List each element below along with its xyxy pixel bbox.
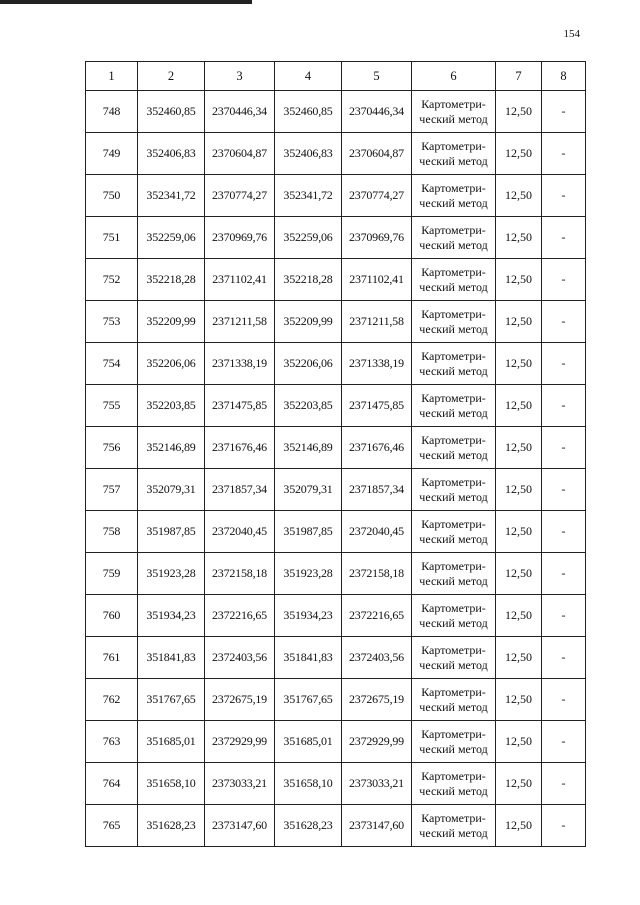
table-row — [86, 721, 586, 763]
method-cell — [412, 385, 496, 427]
method-line-1: Картометри- — [421, 474, 486, 489]
x-coord-new-cell: 352203,85 — [275, 385, 342, 427]
method-line-2: ческий метод — [419, 741, 488, 756]
method-line-2: ческий метод — [419, 321, 488, 336]
y-coord-cell: 2371676,46 — [205, 427, 275, 469]
x-coord-cell: 351767,65 — [138, 679, 205, 721]
y-coord-new-cell: 2372158,18 — [342, 553, 412, 595]
method-cell — [412, 637, 496, 679]
note-cell: - — [542, 427, 586, 469]
note-cell: - — [542, 91, 586, 133]
method-line-2: ческий метод — [419, 615, 488, 630]
accuracy-cell: 12,50 — [496, 343, 542, 385]
x-coord-cell: 351628,23 — [138, 805, 205, 847]
method-line-1: Картометри- — [421, 264, 486, 279]
method-cell — [412, 301, 496, 343]
note-cell: - — [542, 175, 586, 217]
note-cell: - — [542, 763, 586, 805]
y-coord-new-cell: 2371211,58 — [342, 301, 412, 343]
table-row — [86, 343, 586, 385]
point-number-cell: 748 — [86, 91, 138, 133]
accuracy-cell: 12,50 — [496, 679, 542, 721]
note-cell: - — [542, 133, 586, 175]
method-line-1: Картометри- — [421, 432, 486, 447]
y-coord-new-cell: 2373033,21 — [342, 763, 412, 805]
scan-edge-line — [0, 0, 252, 4]
y-coord-new-cell: 2370969,76 — [342, 217, 412, 259]
method-line-2: ческий метод — [419, 573, 488, 588]
method-cell — [412, 553, 496, 595]
y-coord-cell: 2370969,76 — [205, 217, 275, 259]
y-coord-new-cell: 2373147,60 — [342, 805, 412, 847]
method-line-1: Картометри- — [421, 222, 486, 237]
x-coord-cell: 352203,85 — [138, 385, 205, 427]
x-coord-cell: 351841,83 — [138, 637, 205, 679]
y-coord-new-cell: 2372216,65 — [342, 595, 412, 637]
method-line-1: Картометри- — [421, 180, 486, 195]
method-line-2: ческий метод — [419, 825, 488, 840]
method-line-1: Картометри- — [421, 768, 486, 783]
method-line-1: Картометри- — [421, 516, 486, 531]
table-row — [86, 553, 586, 595]
table-row — [86, 133, 586, 175]
method-line-2: ческий метод — [419, 531, 488, 546]
x-coord-cell: 352406,83 — [138, 133, 205, 175]
table-row — [86, 259, 586, 301]
method-cell — [412, 427, 496, 469]
header-row — [86, 62, 586, 91]
y-coord-cell: 2370604,87 — [205, 133, 275, 175]
x-coord-new-cell: 352218,28 — [275, 259, 342, 301]
note-cell: - — [542, 595, 586, 637]
y-coord-cell: 2370774,27 — [205, 175, 275, 217]
table-row — [86, 91, 586, 133]
y-coord-cell: 2371338,19 — [205, 343, 275, 385]
x-coord-cell: 352218,28 — [138, 259, 205, 301]
x-coord-new-cell: 351767,65 — [275, 679, 342, 721]
x-coord-cell: 351987,85 — [138, 511, 205, 553]
method-line-2: ческий метод — [419, 153, 488, 168]
y-coord-new-cell: 2371857,34 — [342, 469, 412, 511]
table-row — [86, 763, 586, 805]
y-coord-cell: 2373033,21 — [205, 763, 275, 805]
method-cell — [412, 133, 496, 175]
x-coord-cell: 352259,06 — [138, 217, 205, 259]
table-row — [86, 679, 586, 721]
y-coord-cell: 2372216,65 — [205, 595, 275, 637]
note-cell: - — [542, 217, 586, 259]
method-cell — [412, 721, 496, 763]
method-line-1: Картометри- — [421, 810, 486, 825]
method-line-2: ческий метод — [419, 783, 488, 798]
x-coord-cell: 352460,85 — [138, 91, 205, 133]
method-line-1: Картометри- — [421, 558, 486, 573]
method-line-2: ческий метод — [419, 279, 488, 294]
x-coord-new-cell: 351658,10 — [275, 763, 342, 805]
accuracy-cell: 12,50 — [496, 301, 542, 343]
method-line-2: ческий метод — [419, 195, 488, 210]
method-line-2: ческий метод — [419, 405, 488, 420]
accuracy-cell: 12,50 — [496, 91, 542, 133]
accuracy-cell: 12,50 — [496, 469, 542, 511]
y-coord-cell: 2371857,34 — [205, 469, 275, 511]
note-cell: - — [542, 385, 586, 427]
y-coord-cell: 2373147,60 — [205, 805, 275, 847]
note-cell: - — [542, 469, 586, 511]
x-coord-cell: 352146,89 — [138, 427, 205, 469]
table-body — [86, 91, 586, 847]
point-number-cell: 752 — [86, 259, 138, 301]
header-cell-1: 1 — [86, 62, 138, 91]
header-cell-4: 4 — [275, 62, 342, 91]
note-cell: - — [542, 301, 586, 343]
table-row — [86, 595, 586, 637]
coordinates-table — [85, 61, 586, 847]
table-row — [86, 301, 586, 343]
y-coord-new-cell: 2370446,34 — [342, 91, 412, 133]
y-coord-cell: 2372158,18 — [205, 553, 275, 595]
y-coord-new-cell: 2371102,41 — [342, 259, 412, 301]
method-cell — [412, 679, 496, 721]
table-row — [86, 175, 586, 217]
method-line-2: ческий метод — [419, 363, 488, 378]
note-cell: - — [542, 259, 586, 301]
point-number-cell: 761 — [86, 637, 138, 679]
method-line-1: Картометри- — [421, 348, 486, 363]
note-cell: - — [542, 553, 586, 595]
header-cell-2: 2 — [138, 62, 205, 91]
point-number-cell: 754 — [86, 343, 138, 385]
page-number: 154 — [563, 28, 580, 40]
x-coord-new-cell: 352146,89 — [275, 427, 342, 469]
x-coord-cell: 352209,99 — [138, 301, 205, 343]
accuracy-cell: 12,50 — [496, 427, 542, 469]
point-number-cell: 758 — [86, 511, 138, 553]
method-line-1: Картометри- — [421, 390, 486, 405]
x-coord-new-cell: 352460,85 — [275, 91, 342, 133]
point-number-cell: 755 — [86, 385, 138, 427]
header-cell-5: 5 — [342, 62, 412, 91]
y-coord-new-cell: 2371676,46 — [342, 427, 412, 469]
y-coord-new-cell: 2370604,87 — [342, 133, 412, 175]
y-coord-new-cell: 2372403,56 — [342, 637, 412, 679]
method-line-2: ческий метод — [419, 657, 488, 672]
x-coord-cell: 352079,31 — [138, 469, 205, 511]
y-coord-cell: 2371102,41 — [205, 259, 275, 301]
x-coord-cell: 351934,23 — [138, 595, 205, 637]
point-number-cell: 751 — [86, 217, 138, 259]
point-number-cell: 759 — [86, 553, 138, 595]
accuracy-cell: 12,50 — [496, 217, 542, 259]
point-number-cell: 756 — [86, 427, 138, 469]
y-coord-cell: 2371475,85 — [205, 385, 275, 427]
header-cell-8: 8 — [542, 62, 586, 91]
y-coord-cell: 2370446,34 — [205, 91, 275, 133]
method-cell — [412, 763, 496, 805]
table-row — [86, 427, 586, 469]
x-coord-new-cell: 352209,99 — [275, 301, 342, 343]
x-coord-cell: 351658,10 — [138, 763, 205, 805]
note-cell: - — [542, 721, 586, 763]
accuracy-cell: 12,50 — [496, 175, 542, 217]
y-coord-cell: 2372403,56 — [205, 637, 275, 679]
method-cell — [412, 343, 496, 385]
table-row — [86, 217, 586, 259]
accuracy-cell: 12,50 — [496, 511, 542, 553]
x-coord-cell: 352341,72 — [138, 175, 205, 217]
method-line-1: Картометри- — [421, 684, 486, 699]
header-cell-7: 7 — [496, 62, 542, 91]
method-line-1: Картометри- — [421, 306, 486, 321]
method-line-1: Картометри- — [421, 138, 486, 153]
method-cell — [412, 805, 496, 847]
method-line-1: Картометри- — [421, 726, 486, 741]
accuracy-cell: 12,50 — [496, 763, 542, 805]
method-line-2: ческий метод — [419, 111, 488, 126]
y-coord-new-cell: 2372929,99 — [342, 721, 412, 763]
note-cell: - — [542, 511, 586, 553]
accuracy-cell: 12,50 — [496, 637, 542, 679]
accuracy-cell: 12,50 — [496, 721, 542, 763]
method-cell — [412, 175, 496, 217]
method-line-2: ческий метод — [419, 699, 488, 714]
table-row — [86, 469, 586, 511]
x-coord-new-cell: 352341,72 — [275, 175, 342, 217]
method-cell — [412, 91, 496, 133]
method-cell — [412, 511, 496, 553]
y-coord-new-cell: 2372040,45 — [342, 511, 412, 553]
x-coord-new-cell: 351841,83 — [275, 637, 342, 679]
x-coord-cell: 351685,01 — [138, 721, 205, 763]
y-coord-new-cell: 2372675,19 — [342, 679, 412, 721]
note-cell: - — [542, 679, 586, 721]
x-coord-new-cell: 352079,31 — [275, 469, 342, 511]
method-cell — [412, 595, 496, 637]
x-coord-cell: 351923,28 — [138, 553, 205, 595]
point-number-cell: 762 — [86, 679, 138, 721]
y-coord-cell: 2372929,99 — [205, 721, 275, 763]
method-line-2: ческий метод — [419, 237, 488, 252]
table-row — [86, 511, 586, 553]
header-cell-6: 6 — [412, 62, 496, 91]
x-coord-new-cell: 351934,23 — [275, 595, 342, 637]
point-number-cell: 757 — [86, 469, 138, 511]
y-coord-cell: 2372675,19 — [205, 679, 275, 721]
point-number-cell: 750 — [86, 175, 138, 217]
method-line-2: ческий метод — [419, 489, 488, 504]
point-number-cell: 753 — [86, 301, 138, 343]
x-coord-new-cell: 351923,28 — [275, 553, 342, 595]
y-coord-new-cell: 2370774,27 — [342, 175, 412, 217]
point-number-cell: 764 — [86, 763, 138, 805]
x-coord-new-cell: 352406,83 — [275, 133, 342, 175]
note-cell: - — [542, 637, 586, 679]
x-coord-new-cell: 352259,06 — [275, 217, 342, 259]
accuracy-cell: 12,50 — [496, 133, 542, 175]
method-cell — [412, 469, 496, 511]
point-number-cell: 760 — [86, 595, 138, 637]
table-row — [86, 385, 586, 427]
method-line-1: Картометри- — [421, 600, 486, 615]
method-line-1: Картометри- — [421, 642, 486, 657]
x-coord-new-cell: 351628,23 — [275, 805, 342, 847]
accuracy-cell: 12,50 — [496, 259, 542, 301]
table-row — [86, 805, 586, 847]
y-coord-new-cell: 2371338,19 — [342, 343, 412, 385]
method-cell — [412, 217, 496, 259]
x-coord-new-cell: 351987,85 — [275, 511, 342, 553]
method-line-1: Картометри- — [421, 96, 486, 111]
note-cell: - — [542, 805, 586, 847]
accuracy-cell: 12,50 — [496, 595, 542, 637]
y-coord-cell: 2372040,45 — [205, 511, 275, 553]
point-number-cell: 763 — [86, 721, 138, 763]
point-number-cell: 749 — [86, 133, 138, 175]
y-coord-cell: 2371211,58 — [205, 301, 275, 343]
x-coord-new-cell: 352206,06 — [275, 343, 342, 385]
accuracy-cell: 12,50 — [496, 553, 542, 595]
y-coord-new-cell: 2371475,85 — [342, 385, 412, 427]
point-number-cell: 765 — [86, 805, 138, 847]
x-coord-cell: 352206,06 — [138, 343, 205, 385]
header-cell-3: 3 — [205, 62, 275, 91]
table-row — [86, 637, 586, 679]
method-line-2: ческий метод — [419, 447, 488, 462]
note-cell: - — [542, 343, 586, 385]
method-cell — [412, 259, 496, 301]
x-coord-new-cell: 351685,01 — [275, 721, 342, 763]
accuracy-cell: 12,50 — [496, 805, 542, 847]
accuracy-cell: 12,50 — [496, 385, 542, 427]
